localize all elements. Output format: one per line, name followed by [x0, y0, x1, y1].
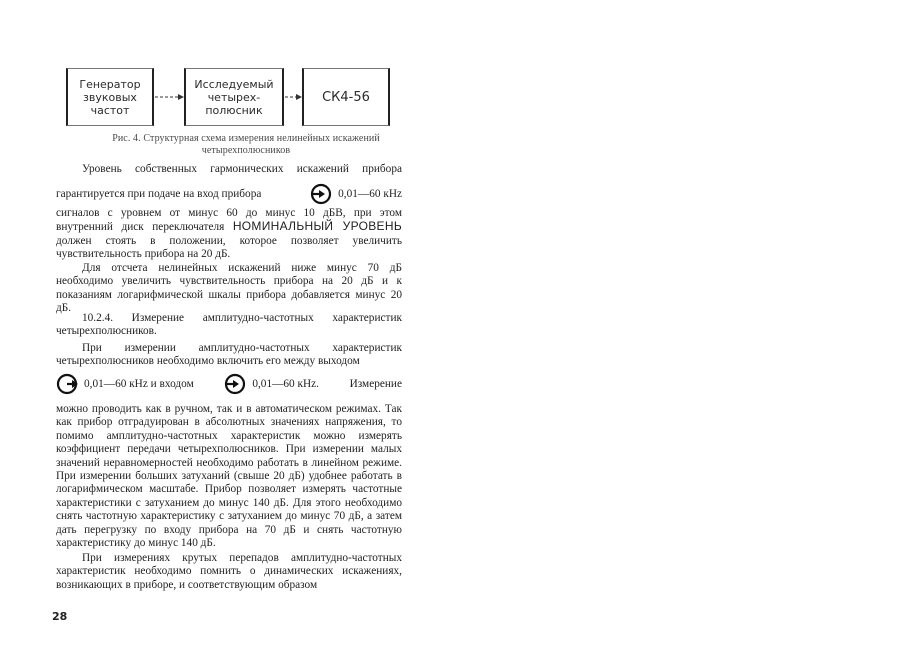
paragraph-1-body-a: сигналов с уровнем от минус 60 до минус 10 дБВ, при этом внутренний диск переключателя — [56, 207, 402, 234]
output-spec — [56, 373, 194, 395]
figure-caption-line1: Рис. 4. Структурная схема измерения нелинейных искажений — [112, 133, 380, 144]
paragraph-1-line-2-text: гарантируется при подаче на вход прибора — [56, 188, 262, 200]
paragraph-4-body: можно проводить как в ручном, так и в автоматическом режимах. Так как прибор отградуирован в абсолютных значениях напряжения, то помимо амплитудно-частотных характеристик можно измерять коэффициент передачи четырехполюсников. При измерении малых значений неравномерностей необходимо работать в линейном режиме. При измерении больших затуханий (свыше 20 дБ) удобнее работать в логарифмическом масштабе. Прибор позволяет измерять частотные характеристики с затуханием до минус 140 дБ. Для этого необходимо снять частотную характеристику с затуханием до минус 70 дБ, а затем дать перегрузку по входу прибора на 70 дБ и снять частотную характеристику до минус 140 дБ. — [56, 403, 402, 550]
diagram-block-dut-label: Исследуемый четырех- полюсник — [194, 77, 274, 117]
paragraph-1-body — [56, 207, 402, 262]
input-range-label: 0,01—60 кHz — [338, 188, 402, 200]
page-number: 28 — [52, 610, 68, 623]
paragraph-4-intro: При измерении амплитудно-частотных характеристик четырехполюсников необходимо включить его между выходом — [56, 342, 402, 368]
section-heading-line-2: четырехполюсников. — [56, 325, 157, 337]
paragraph-4-formula-row — [56, 371, 402, 397]
diagram-block-generator — [66, 68, 154, 126]
output-range-label: 0,01—60 кHz и входом — [84, 378, 194, 390]
paragraph-1-line-1: Уровень собственных гармонических искажений прибора — [82, 163, 402, 175]
paragraph-5: При измерениях крутых перепадов амплитудно-частотных характеристик необходимо помнить о динамических искажениях, возникающих в приборе, и соответствующим образом — [56, 552, 402, 591]
diagram-block-meter-label: СК4-56 — [322, 89, 370, 105]
block-diagram — [66, 68, 396, 130]
arrow-right-icon — [154, 68, 184, 126]
paragraph-2: Для отсчета нелинейных искажений ниже минус 70 дБ необходимо увеличить чувствительность прибора на 20 дБ и к показаниям логарифмической шкалы прибора добавляется минус 20 дБ. — [56, 262, 402, 315]
section-heading-line-1: 10.2.4. Измерение амплитудно-частотных характеристик — [82, 312, 402, 324]
knob-arrow-out-icon — [56, 373, 78, 395]
diagram-block-device-under-test — [184, 68, 284, 126]
input-range-label-2: 0,01—60 кHz. — [252, 378, 320, 390]
switch-position-label: НОМИНАЛЬНЫЙ УРОВЕНЬ — [232, 219, 402, 234]
diagram-block-meter — [302, 68, 390, 126]
diagram-block-generator-label: Генератор звуковых частот — [79, 77, 141, 117]
arrow-right-icon — [284, 68, 302, 126]
knob-arrow-in-icon — [224, 373, 246, 395]
input-spec-2 — [224, 373, 319, 395]
knob-arrow-in-icon — [310, 183, 332, 205]
paragraph-1-line-2 — [56, 181, 402, 207]
figure-caption — [96, 133, 396, 157]
paragraph-1-body-b: должен стоять в положении, которое позволяет увеличить чувствительность прибора на 20 дБ. — [56, 234, 402, 261]
figure-caption-line2: четырехполюсников — [201, 145, 291, 156]
input-spec — [310, 183, 402, 205]
paragraph-4-row-end: Измерение — [349, 378, 402, 390]
